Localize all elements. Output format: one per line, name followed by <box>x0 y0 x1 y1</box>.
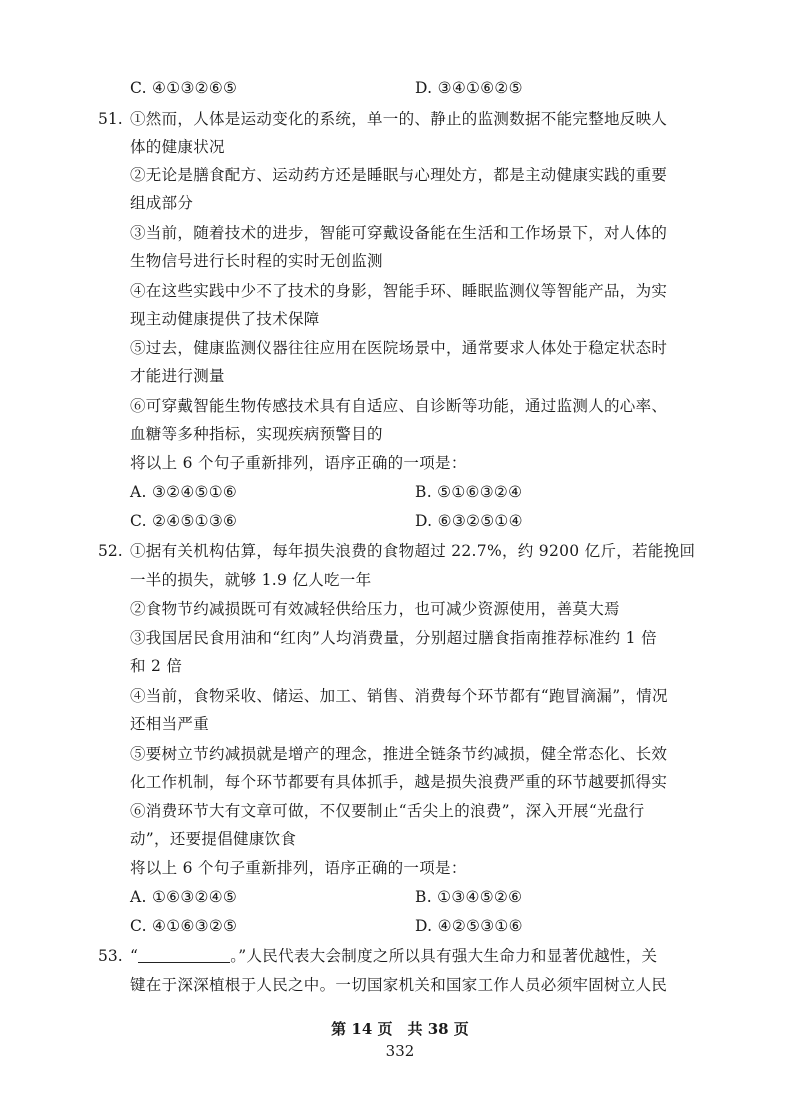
q52-option-b[interactable]: B. ①③④⑤②⑥ <box>415 888 523 906</box>
q53-line-1 <box>130 946 657 966</box>
q51-line-9: ⑤过去，健康监测仪器往往应用在医院场景中，通常要求人体处于稳定状态时 <box>130 339 668 357</box>
q52-prompt: 将以上 6 个句子重新排列，语序正确的一项是： <box>130 859 467 877</box>
q51-number: 51. <box>98 110 123 128</box>
page-label: 第 14 页 共 38 页 <box>331 1020 469 1038</box>
q52-line-5: 和 2 倍 <box>130 657 183 675</box>
option-d-prev: D. ③④①⑥②⑤ <box>415 79 523 97</box>
q52-line-10: ⑥消费环节大有文章可做，不仅要制止“舌尖上的浪费”，深入开展“光盘行 <box>130 802 645 820</box>
q51-line-11: ⑥可穿戴智能生物传感技术具有自适应、自诊断等功能，通过监测人的心率、 <box>130 397 668 415</box>
option-c-prev: C. ④①③②⑥⑤ <box>130 79 238 97</box>
page-number: 332 <box>385 1042 415 1060</box>
q52-option-d[interactable]: D. ④②⑤③①⑥ <box>415 917 523 935</box>
q51-line-3: ②无论是膳食配方、运动药方还是睡眠与心理处方，都是主动健康实践的重要 <box>130 166 668 184</box>
q51-line-4: 组成部分 <box>130 194 194 212</box>
q52-option-c[interactable]: C. ④①⑥③②⑤ <box>130 917 238 935</box>
q53-answer-blank[interactable] <box>138 946 230 963</box>
q51-line-10: 才能进行测量 <box>130 367 225 385</box>
q51-line-2: 体的健康状况 <box>130 138 225 156</box>
q52-number: 52. <box>98 542 123 560</box>
q52-line-9: 化工作机制，每个环节都要有具体抓手，越是损失浪费严重的环节越要抓得实 <box>130 773 668 791</box>
q52-line-4: ③我国居民食用油和“红肉”人均消费量，分别超过膳食指南推荐标准约 1 倍 <box>130 629 657 647</box>
q52-line-7: 还相当严重 <box>130 715 210 733</box>
q51-option-d[interactable]: D. ⑥③②⑤①④ <box>415 512 523 530</box>
q51-line-12: 血糖等多种指标，实现疾病预警目的 <box>130 425 383 443</box>
q51-prompt: 将以上 6 个句子重新排列，语序正确的一项是： <box>130 454 467 472</box>
q51-option-a[interactable]: A. ③②④⑤①⑥ <box>130 483 238 501</box>
q51-line-6: 生物信号进行长时程的实时无创监测 <box>130 252 383 270</box>
q51-line-7: ④在这些实践中少不了技术的身影，智能手环、睡眠监测仪等智能产品，为实 <box>130 282 668 300</box>
q52-line-1: ①据有关机构估算，每年损失浪费的食物超过 22.7%，约 9200 亿斤，若能挽回 <box>130 542 696 560</box>
q52-line-3: ②食物节约减损既可有效减轻供给压力，也可减少资源使用，善莫大焉 <box>130 600 620 618</box>
q52-line-8: ⑤要树立节约减损就是增产的理念，推进全链条节约减损，健全常态化、长效 <box>130 745 668 763</box>
q52-line-11: 动”，还要提倡健康饮食 <box>130 830 297 848</box>
q51-option-c[interactable]: C. ②④⑤①③⑥ <box>130 512 238 530</box>
q51-line-5: ③当前，随着技术的进步，智能可穿戴设备能在生活和工作场景下，对人体的 <box>130 224 668 242</box>
q51-line-1: ①然而，人体是运动变化的系统，单一的、静止的监测数据不能完整地反映人 <box>130 110 668 128</box>
q53-number: 53. <box>98 947 123 965</box>
q53-after-blank: 。”人民代表大会制度之所以具有强大生命力和显著优越性，关 <box>230 947 658 965</box>
q52-line-2: 一半的损失，就够 1.9 亿人吃一年 <box>130 571 372 589</box>
q51-option-b[interactable]: B. ⑤①⑥③②④ <box>415 483 523 501</box>
q53-line-2: 键在于深深植根于人民之中。一切国家机关和国家工作人员必须牢固树立人民 <box>130 976 668 994</box>
q51-line-8: 现主动健康提供了技术保障 <box>130 310 320 328</box>
q52-option-a[interactable]: A. ①⑥③②④⑤ <box>130 888 238 906</box>
q52-line-6: ④当前，食物采收、储运、加工、销售、消费每个环节都有“跑冒滴漏”，情况 <box>130 687 668 705</box>
q53-open-quote: “ <box>130 947 139 965</box>
